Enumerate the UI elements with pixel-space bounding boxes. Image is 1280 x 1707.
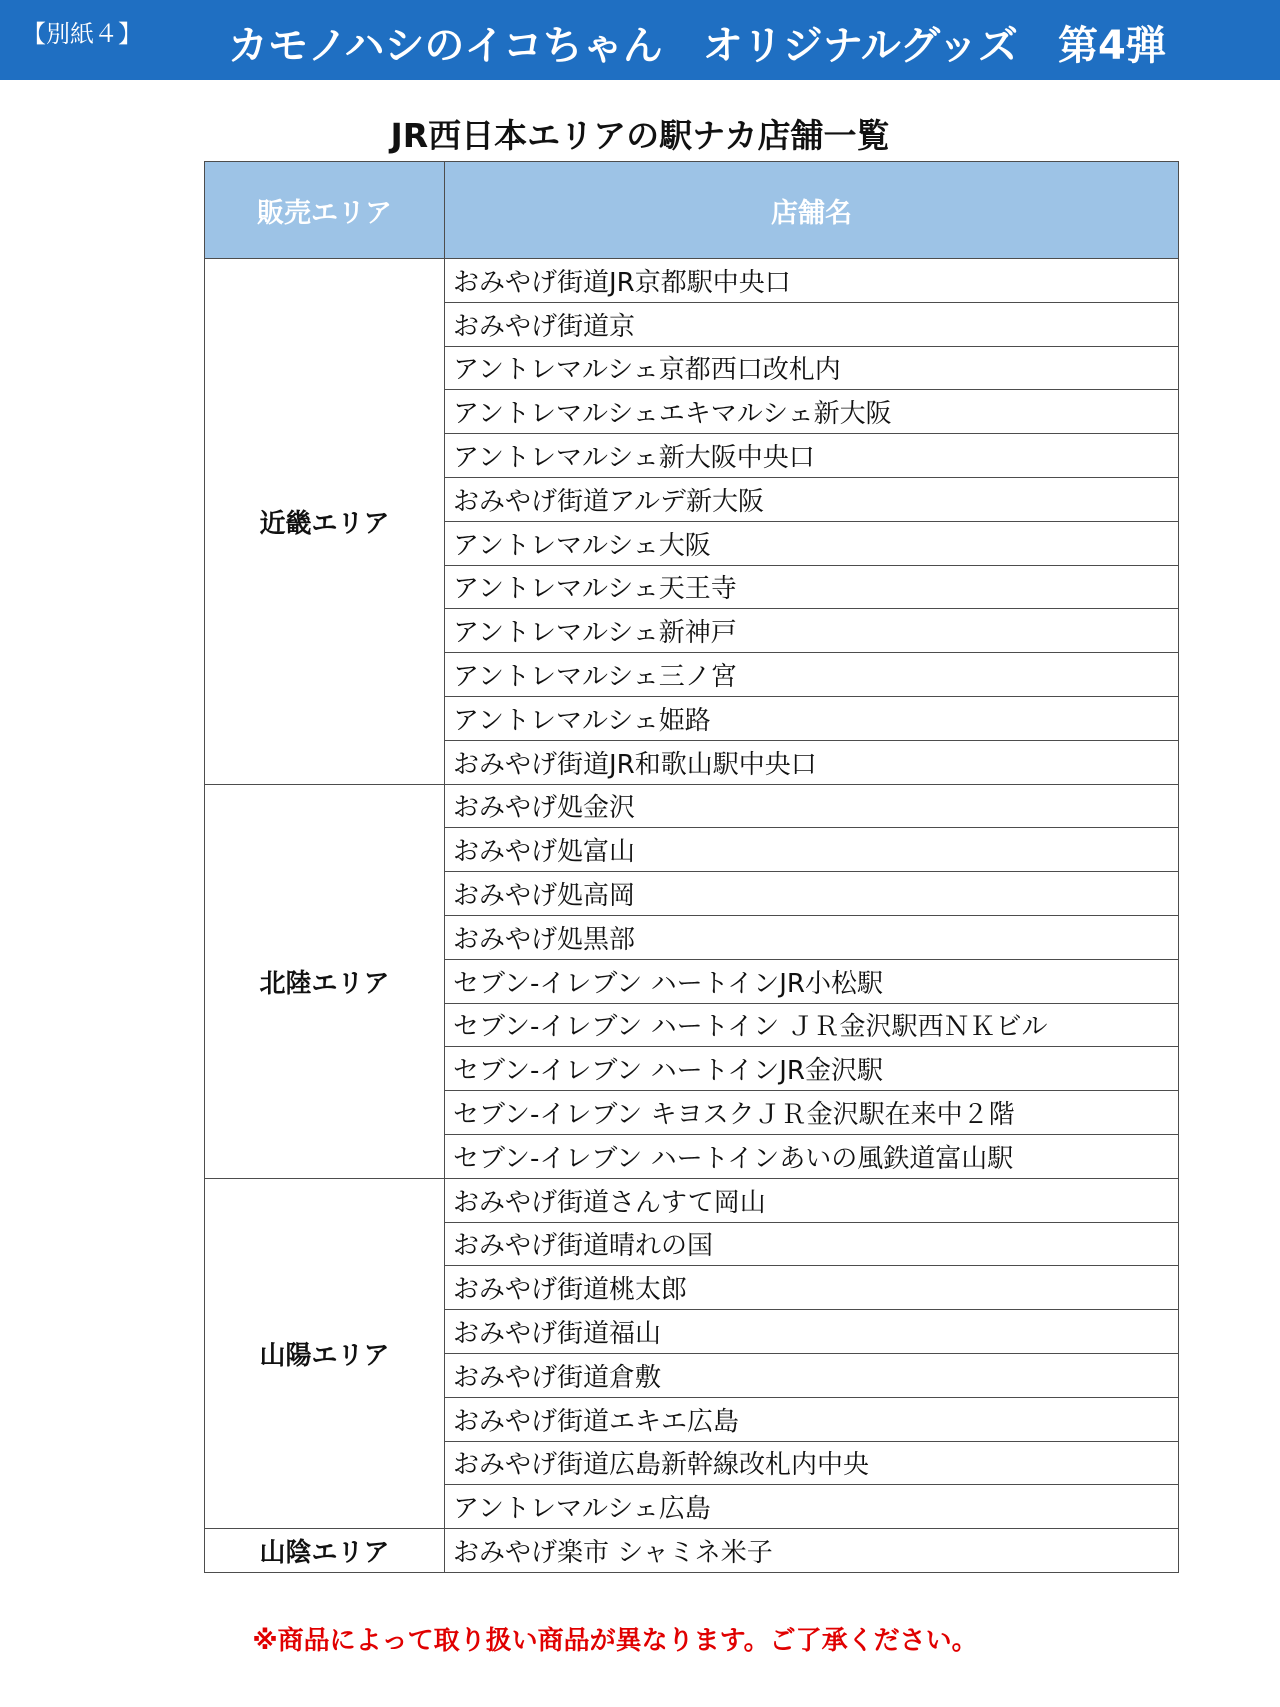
store-name-cell: アントレマルシェ三ノ宮	[445, 653, 1179, 697]
table-header-row	[205, 162, 1179, 259]
store-name-cell: セブン-イレブン キヨスクＪＲ金沢駅在来中２階	[445, 1091, 1179, 1135]
store-name-cell: アントレマルシェ新神戸	[445, 609, 1179, 653]
area-cell: 山陽エリア	[205, 1178, 445, 1528]
area-cell: 近畿エリア	[205, 259, 445, 785]
store-name-cell: おみやげ街道JR和歌山駅中央口	[445, 740, 1179, 784]
store-name-cell: おみやげ街道アルデ新大阪	[445, 477, 1179, 521]
store-name-cell: アントレマルシェエキマルシェ新大阪	[445, 390, 1179, 434]
store-name-cell: おみやげ街道福山	[445, 1310, 1179, 1354]
store-list-table	[204, 161, 1179, 1573]
column-header-store: 店舗名	[445, 162, 1179, 259]
table-row	[205, 1178, 1179, 1222]
store-name-cell: おみやげ街道さんすて岡山	[445, 1178, 1179, 1222]
attachment-tag: 【別紙４】	[22, 20, 142, 48]
store-name-cell: おみやげ処黒部	[445, 915, 1179, 959]
store-name-cell: おみやげ街道広島新幹線改札内中央	[445, 1441, 1179, 1485]
store-name-cell: アントレマルシェ姫路	[445, 696, 1179, 740]
area-cell: 北陸エリア	[205, 784, 445, 1178]
store-name-cell: おみやげ楽市 シャミネ米子	[445, 1529, 1179, 1573]
store-name-cell: おみやげ処高岡	[445, 872, 1179, 916]
store-name-cell: セブン-イレブン ハートインあいの風鉄道富山駅	[445, 1134, 1179, 1178]
store-name-cell: セブン-イレブン ハートインJR小松駅	[445, 959, 1179, 1003]
area-cell: 山陰エリア	[205, 1529, 445, 1573]
store-name-cell: アントレマルシェ新大阪中央口	[445, 434, 1179, 478]
column-header-area: 販売エリア	[205, 162, 445, 259]
table-body	[205, 259, 1179, 1573]
store-name-cell: おみやげ処富山	[445, 828, 1179, 872]
table-row	[205, 784, 1179, 828]
table-title: JR西日本エリアの駅ナカ店舗一覧	[390, 116, 890, 155]
footnote: ※商品によって取り扱い商品が異なります。ご了承ください。	[252, 1626, 978, 1656]
store-name-cell: セブン-イレブン ハートインJR金沢駅	[445, 1047, 1179, 1091]
store-name-cell: おみやげ街道エキエ広島	[445, 1397, 1179, 1441]
page-title: カモノハシのイコちゃん オリジナルグッズ 第4弾	[228, 23, 1166, 69]
store-name-cell: おみやげ街道晴れの国	[445, 1222, 1179, 1266]
store-name-cell: おみやげ処金沢	[445, 784, 1179, 828]
table-row	[205, 1529, 1179, 1573]
store-name-cell: おみやげ街道倉敷	[445, 1353, 1179, 1397]
store-name-cell: おみやげ街道JR京都駅中央口	[445, 259, 1179, 303]
store-name-cell: アントレマルシェ大阪	[445, 521, 1179, 565]
store-name-cell: おみやげ街道京	[445, 302, 1179, 346]
store-name-cell: セブン-イレブン ハートイン ＪＲ金沢駅西ＮＫビル	[445, 1003, 1179, 1047]
header-banner	[0, 0, 1280, 80]
table-row	[205, 259, 1179, 303]
store-name-cell: おみやげ街道桃太郎	[445, 1266, 1179, 1310]
store-name-cell: アントレマルシェ広島	[445, 1485, 1179, 1529]
store-name-cell: アントレマルシェ京都西口改札内	[445, 346, 1179, 390]
store-name-cell: アントレマルシェ天王寺	[445, 565, 1179, 609]
